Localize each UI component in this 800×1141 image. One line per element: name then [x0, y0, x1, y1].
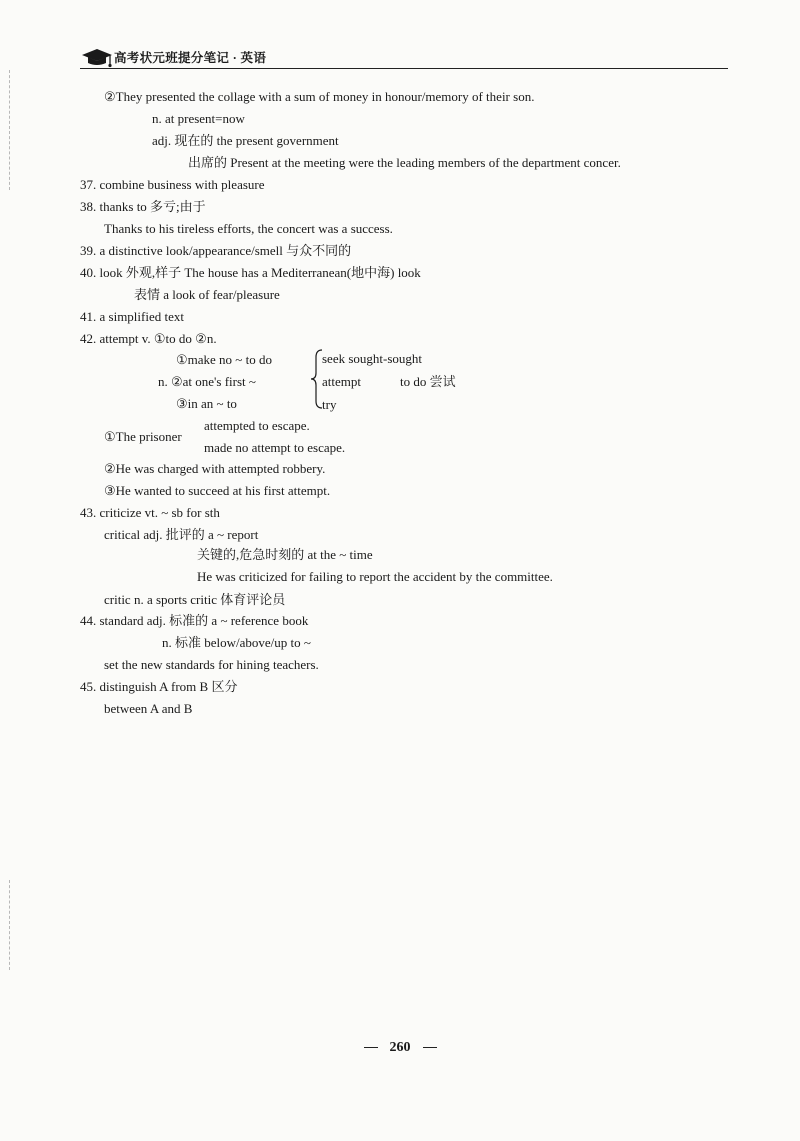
text-line: ①make no ~ to do	[176, 352, 272, 367]
text-line: 42. attempt v. ①to do ②n.	[80, 331, 217, 346]
text-line: attempted to escape.	[204, 418, 310, 433]
graduation-cap-icon	[80, 46, 114, 68]
page-footer	[0, 1040, 800, 1056]
text-line: set the new standards for hining teachers.	[104, 657, 319, 672]
text-line: 45. distinguish A from B 区分	[80, 679, 238, 694]
text-line: Thanks to his tireless efforts, the concert was a success.	[104, 221, 393, 236]
text-line: 38. thanks to 多亏;由于	[80, 199, 206, 214]
text-line: 41. a simplified text	[80, 309, 184, 324]
scan-edge-mark	[9, 70, 10, 190]
footer-dash	[423, 1047, 437, 1048]
text-line: ②He was charged with attempted robbery.	[104, 461, 326, 476]
text-line: critical adj. 批评的 a ~ report	[104, 527, 259, 542]
page-number: 260	[389, 1040, 411, 1055]
text-line: critic n. a sports critic 体育评论员	[104, 592, 286, 607]
footer-dash	[364, 1047, 378, 1048]
text-line: 37. combine business with pleasure	[80, 177, 265, 192]
text-line: ②They presented the collage with a sum of money in honour/memory of their son.	[104, 89, 535, 104]
text-line: 44. standard adj. 标准的 a ~ reference book	[80, 613, 309, 628]
text-line: n. ②at one's first ~	[158, 374, 256, 389]
text-line: try	[322, 397, 337, 412]
text-line: 关键的,危急时刻的 at the ~ time	[197, 547, 373, 562]
text-line: between A and B	[104, 701, 193, 716]
text-line: to do 尝试	[400, 374, 456, 389]
text-line: 出席的 Present at the meeting were the leading members of the department concer.	[188, 155, 621, 170]
text-line: n. 标准 below/above/up to ~	[162, 635, 311, 650]
page-header	[80, 44, 728, 72]
text-line: adj. 现在的 the present government	[152, 133, 339, 148]
text-line: ③in an ~ to	[176, 396, 237, 411]
text-line: attempt	[322, 374, 361, 389]
text-line: seek sought-sought	[322, 351, 423, 366]
text-line: 43. criticize vt. ~ sb for sth	[80, 505, 220, 520]
text-line: He was criticized for failing to report the accident by the committee.	[197, 569, 553, 584]
text-line: ③He wanted to succeed at his first attempt.	[104, 483, 331, 498]
text-line: made no attempt to escape.	[204, 440, 346, 455]
text-line: 39. a distinctive look/appearance/smell 与众不同的	[80, 243, 352, 258]
text-line: n. at present=now	[152, 111, 245, 126]
text-line: ①The prisoner	[104, 429, 182, 444]
scan-edge-mark	[9, 880, 10, 970]
header-rule	[80, 68, 728, 69]
header-title: 高考状元班提分笔记 · 英语	[114, 51, 267, 65]
text-line: 表情 a look of fear/pleasure	[134, 287, 280, 302]
text-line: 40. look 外观,样子 The house has a Mediterranean(地中海) look	[80, 265, 421, 280]
